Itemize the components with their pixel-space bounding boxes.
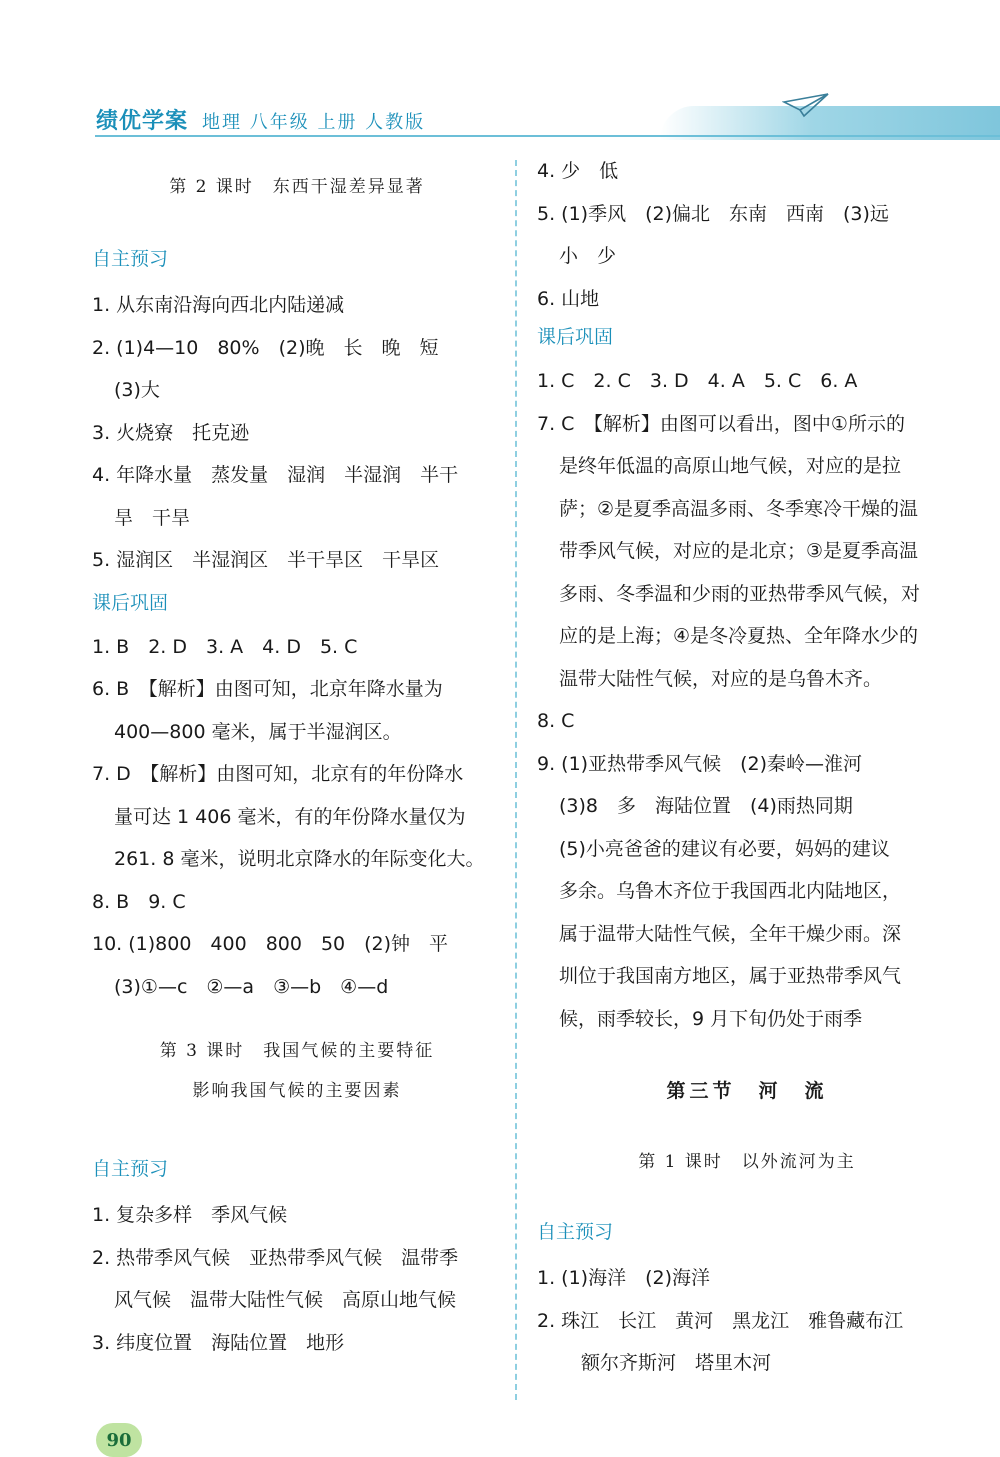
section-heading-preview: 自主预习 <box>537 1221 614 1243</box>
page-number: 90 <box>96 1423 142 1457</box>
answer-line: 带季风气候，对应的是北京；③是夏季高温 <box>559 540 919 562</box>
answer-line: 2. 热带季风气候 亚热带季风气候 温带季 <box>92 1246 459 1269</box>
answer-line: 10. (1)800 400 800 50 (2)钟 平 <box>92 933 449 955</box>
answer-line: 4. 年降水量 蒸发量 湿润 半湿润 半干 <box>92 464 459 486</box>
lesson-title: 第 3 课时 我国气候的主要特征 <box>159 1041 435 1061</box>
brand-logo: 绩优学案 <box>96 109 189 134</box>
section-heading-review: 课后巩固 <box>92 591 169 614</box>
answer-line: 8. C <box>537 710 575 732</box>
answer-line: 6. 山地 <box>537 287 600 310</box>
answer-line: 1. (1)海洋 (2)海洋 <box>537 1267 710 1289</box>
answer-list <box>537 360 957 1040</box>
answer-line: 4. 少 低 <box>537 160 619 182</box>
answer-line: 3. 火烧寮 托克逊 <box>92 421 250 444</box>
answer-line: 5. (1)季风 (2)偏北 东南 西南 (3)远 <box>537 202 889 225</box>
answer-line: 萨；②是夏季高温多雨、冬季寒冷干燥的温 <box>559 497 919 520</box>
answer-line: 9. (1)亚热带季风气候 (2)秦岭—淮河 <box>537 752 862 775</box>
answer-line: 是终年低温的高原山地气候，对应的是拉 <box>559 455 902 477</box>
section-heading-preview: 自主预习 <box>92 1158 169 1180</box>
answer-line: 3. 纬度位置 海陆位置 地形 <box>92 1331 345 1354</box>
answer-line: 旱 干旱 <box>114 506 191 529</box>
answer-line: 温带大陆性气候，对应的是乌鲁木齐。 <box>559 667 883 690</box>
answer-line: 候，雨季较长，9 月下旬仍处于雨季 <box>559 1007 863 1030</box>
answer-list <box>92 284 502 582</box>
book-subject: 地理 八年级 上册 人教版 <box>202 112 426 133</box>
paper-plane-icon <box>782 92 830 118</box>
answer-line: 6. B 【解析】由图可知，北京年降水量为 <box>92 678 443 700</box>
answer-list <box>92 626 502 1009</box>
column-divider <box>515 160 517 1400</box>
answer-line: 7. D 【解析】由图可知，北京有的年份降水 <box>92 763 464 785</box>
answer-line: 7. C 【解析】由图可以看出，图中①所示的 <box>537 412 905 435</box>
answer-line: (3)①—c ②—a ③—b ④—d <box>114 975 389 998</box>
answer-line: 8. B 9. C <box>92 890 186 913</box>
answer-line: (3)大 <box>114 379 160 401</box>
answer-line: 5. 湿润区 半湿润区 半干旱区 干旱区 <box>92 549 440 571</box>
header-rule <box>95 135 1000 137</box>
answer-line: 属于温带大陆性气候，全年干燥少雨。深 <box>559 922 902 945</box>
section-title: 第三节 河 流 <box>666 1080 828 1102</box>
answer-list <box>537 150 957 320</box>
answer-line: 额尔齐斯河 塔里木河 <box>581 1352 772 1374</box>
answer-line: 261. 8 毫米，说明北京降水的年际变化大。 <box>114 848 485 870</box>
lesson-title: 第 2 课时 东西干湿差异显著 <box>169 177 425 197</box>
answer-line: 风气候 温带大陆性气候 高原山地气候 <box>114 1289 457 1311</box>
lesson-subtitle: 影响我国气候的主要因素 <box>192 1081 402 1101</box>
section-heading-preview: 自主预习 <box>92 248 169 270</box>
answer-list <box>92 1194 502 1364</box>
answer-line: 应的是上海；④是冬冷夏热、全年降水少的 <box>559 625 919 647</box>
answer-line: 多雨、冬季温和少雨的亚热带季风气候，对 <box>559 582 921 605</box>
answer-line: 2. 珠江 长江 黄河 黑龙江 雅鲁藏布江 <box>537 1309 904 1332</box>
answer-line: (5)小亮爸爸的建议有必要，妈妈的建议 <box>559 837 890 860</box>
answer-line: 量可达 1 406 毫米，有的年份降水量仅为 <box>114 805 466 828</box>
answer-line: 1. B 2. D 3. A 4. D 5. C <box>92 635 358 658</box>
answer-line: (3)8 多 海陆位置 (4)雨热同期 <box>559 795 853 817</box>
answer-list <box>537 1257 957 1385</box>
answer-line: 小 少 <box>559 245 617 267</box>
answer-line: 400—800 毫米，属于半湿润区。 <box>114 720 402 743</box>
answer-line: 圳位于我国南方地区，属于亚热带季风气 <box>559 965 902 987</box>
answer-line: 1. 复杂多样 季风气候 <box>92 1204 288 1226</box>
answer-line: 多余。乌鲁木齐位于我国西北内陆地区， <box>559 880 902 902</box>
answer-line: 2. (1)4—10 80% (2)晚 长 晚 短 <box>92 336 439 359</box>
answer-line: 1. C 2. C 3. D 4. A 5. C 6. A <box>537 370 858 392</box>
section-heading-review: 课后巩固 <box>537 326 614 348</box>
right-column <box>537 160 957 1385</box>
left-column <box>92 160 502 1364</box>
page-header <box>0 92 1000 152</box>
answer-line: 1. 从东南沿海向西北内陆递减 <box>92 294 345 316</box>
lesson-title: 第 1 课时 以外流河为主 <box>638 1152 856 1172</box>
